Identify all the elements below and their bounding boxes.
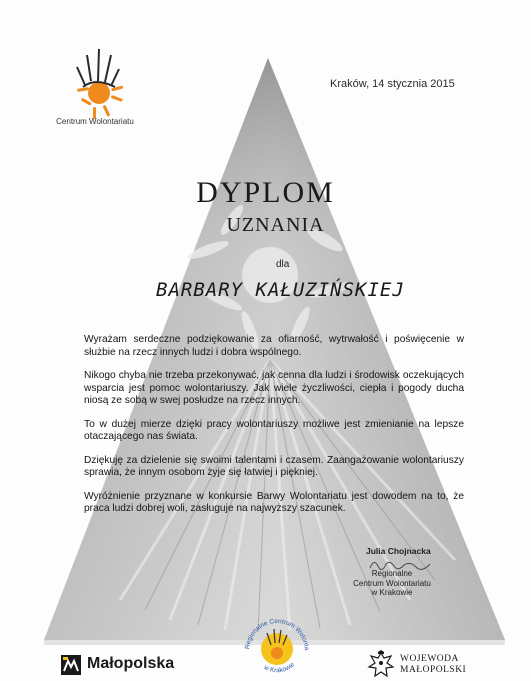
- hand-sun-logo-icon: [55, 33, 145, 128]
- signatory-role-line: w Krakowie: [371, 588, 413, 597]
- body-paragraph: Wyrażam serdeczne podziękowanie za ofiarność, wytrwałość i poświęcenie w służbie na rzecz innych ludzi i dobra wspólnego.: [84, 334, 464, 358]
- diploma-subtitle: UZNANIA: [226, 214, 325, 236]
- document-date: Kraków, 14 stycznia 2015: [330, 78, 455, 90]
- signatory-role-line: Regionalne: [371, 569, 413, 578]
- for-label: dla: [276, 259, 290, 270]
- wojewoda-line: MAŁOPOLSKI: [400, 665, 467, 675]
- rcw-ring-bottom-text: w Krakowie: [262, 661, 297, 675]
- polish-eagle-emblem-icon: [365, 650, 397, 681]
- wojewoda-line: WOJEWODA: [400, 654, 459, 664]
- signatory-name: Julia Chojnacka: [366, 546, 431, 556]
- malopolska-wordmark: Małopolska: [87, 655, 175, 672]
- rcw-ring-top-text: Regionalne Centrum Wolonta: [244, 617, 311, 651]
- recipient-name: BARBARY KAŁUZIŃSKIEJ: [156, 279, 405, 301]
- regionalne-centrum-wolontariatu-logo-icon: [237, 605, 317, 681]
- diploma-body: [84, 334, 464, 527]
- body-paragraph: Dziękuję za dzielenie się swoimi talentami i czasem. Zaangażowanie wolontariuszy sprawia, że innym osobom żyje się łatwiej i piękniej.: [84, 454, 464, 478]
- body-paragraph: To w dużej mierze dzięki pracy wolontariuszy możliwe jest zmienianie na lepsze otaczającego nas świata.: [84, 418, 464, 442]
- diploma-title: DYPLOM: [196, 176, 335, 209]
- body-paragraph: Nikogo chyba nie trzeba przekonywać, jak cenna dla ludzi i środowisk oczekujących wsparcia jest pomoc wolontariuszy. Jak wiele życzliwości, ciepła i pogody ducha niosą ze sobą w swej posłudze na rzecz innych.: [84, 370, 464, 406]
- org-name: Centrum Wolontariatu: [56, 117, 134, 126]
- signatory-role-line: Centrum Wolontariatu: [353, 578, 431, 588]
- signatory-role: [352, 569, 432, 598]
- malopolska-logo-icon: [61, 655, 81, 675]
- body-paragraph: Wyróżnienie przyznane w konkursie Barwy Wolontariatu jest dowodem na to, że praca ludzi dobrej woli, zasługuje na najwyższy szacunek.: [84, 490, 464, 514]
- wojewoda-label: [400, 654, 466, 676]
